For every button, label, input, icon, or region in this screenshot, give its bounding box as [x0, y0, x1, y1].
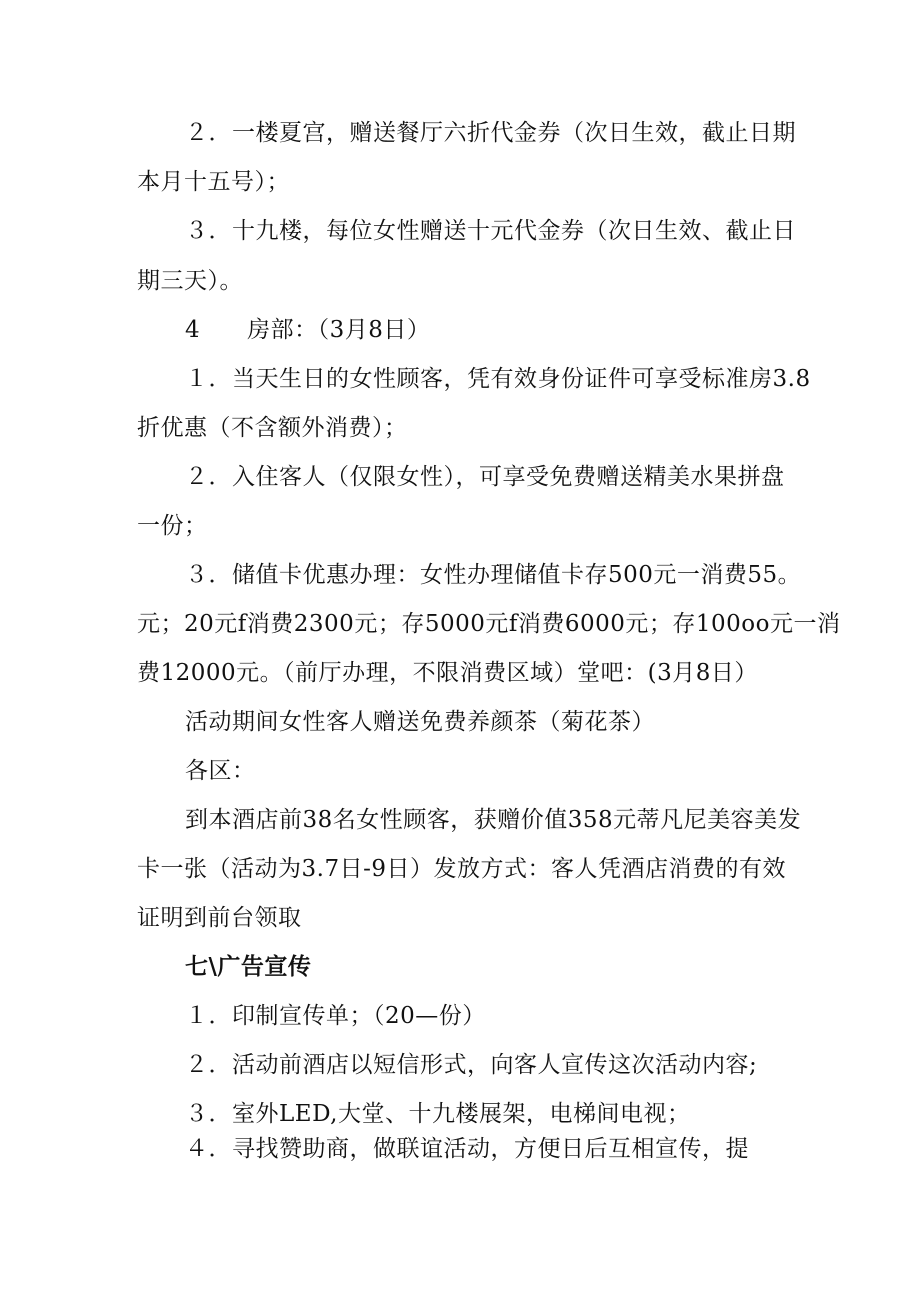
paragraph-line: 元；20元f消费2300元；存5000元f消费6000元；存100oo元一消 [137, 611, 841, 637]
paragraph-line: １．当天生日的女性顾客，凭有效身份证件可享受标准房3.8 [185, 366, 811, 392]
paragraph-line: ３．十九楼，每位女性赠送十元代金券（次日生效、截止日 [185, 218, 796, 244]
paragraph-line: ２．一楼夏宫，赠送餐厅六折代金券（次日生效，截止日期 [185, 120, 796, 146]
paragraph-line: 期三天）。 [137, 268, 243, 294]
paragraph-line: 一份； [137, 513, 208, 539]
paragraph-line: 证明到前台领取 [137, 905, 302, 931]
paragraph-line: 费12000元。（前厅办理，不限消费区域）堂吧：(3月8日） [137, 660, 758, 686]
paragraph-line: 各区： [185, 758, 256, 784]
paragraph-line: ４．寻找赞助商，做联谊活动，方便日后互相宣传，提 [185, 1136, 749, 1162]
paragraph-line: ３．室外LED,大堂、十九楼展架，电梯间电视； [185, 1101, 691, 1127]
paragraph-line: 活动期间女性客人赠送免费养颜茶（菊花茶） [185, 709, 655, 735]
section-heading-room-dept: 4 房部：（3月8日） [185, 317, 431, 343]
section-heading-advertising: 七\广告宣传 [185, 954, 312, 980]
paragraph-line: １．印制宣传单；（20—份） [185, 1003, 486, 1029]
paragraph-line: 本月十五号）； [137, 169, 290, 195]
paragraph-line: 卡一张（活动为3.7日-9日）发放方式：客人凭酒店消费的有效 [137, 856, 786, 882]
paragraph-line: ３．储值卡优惠办理：女性办理储值卡存500元一消费55。 [185, 562, 802, 588]
paragraph-line: ２．入住客人（仅限女性），可享受免费赠送精美水果拼盘 [185, 464, 785, 490]
paragraph-line: 到本酒店前38名女性顾客，获赠价值358元蒂凡尼美容美发 [185, 807, 802, 833]
paragraph-line: ２．活动前酒店以短信形式，向客人宣传这次活动内容; [185, 1052, 758, 1078]
paragraph-line: 折优惠（不含额外消费）； [137, 415, 408, 441]
